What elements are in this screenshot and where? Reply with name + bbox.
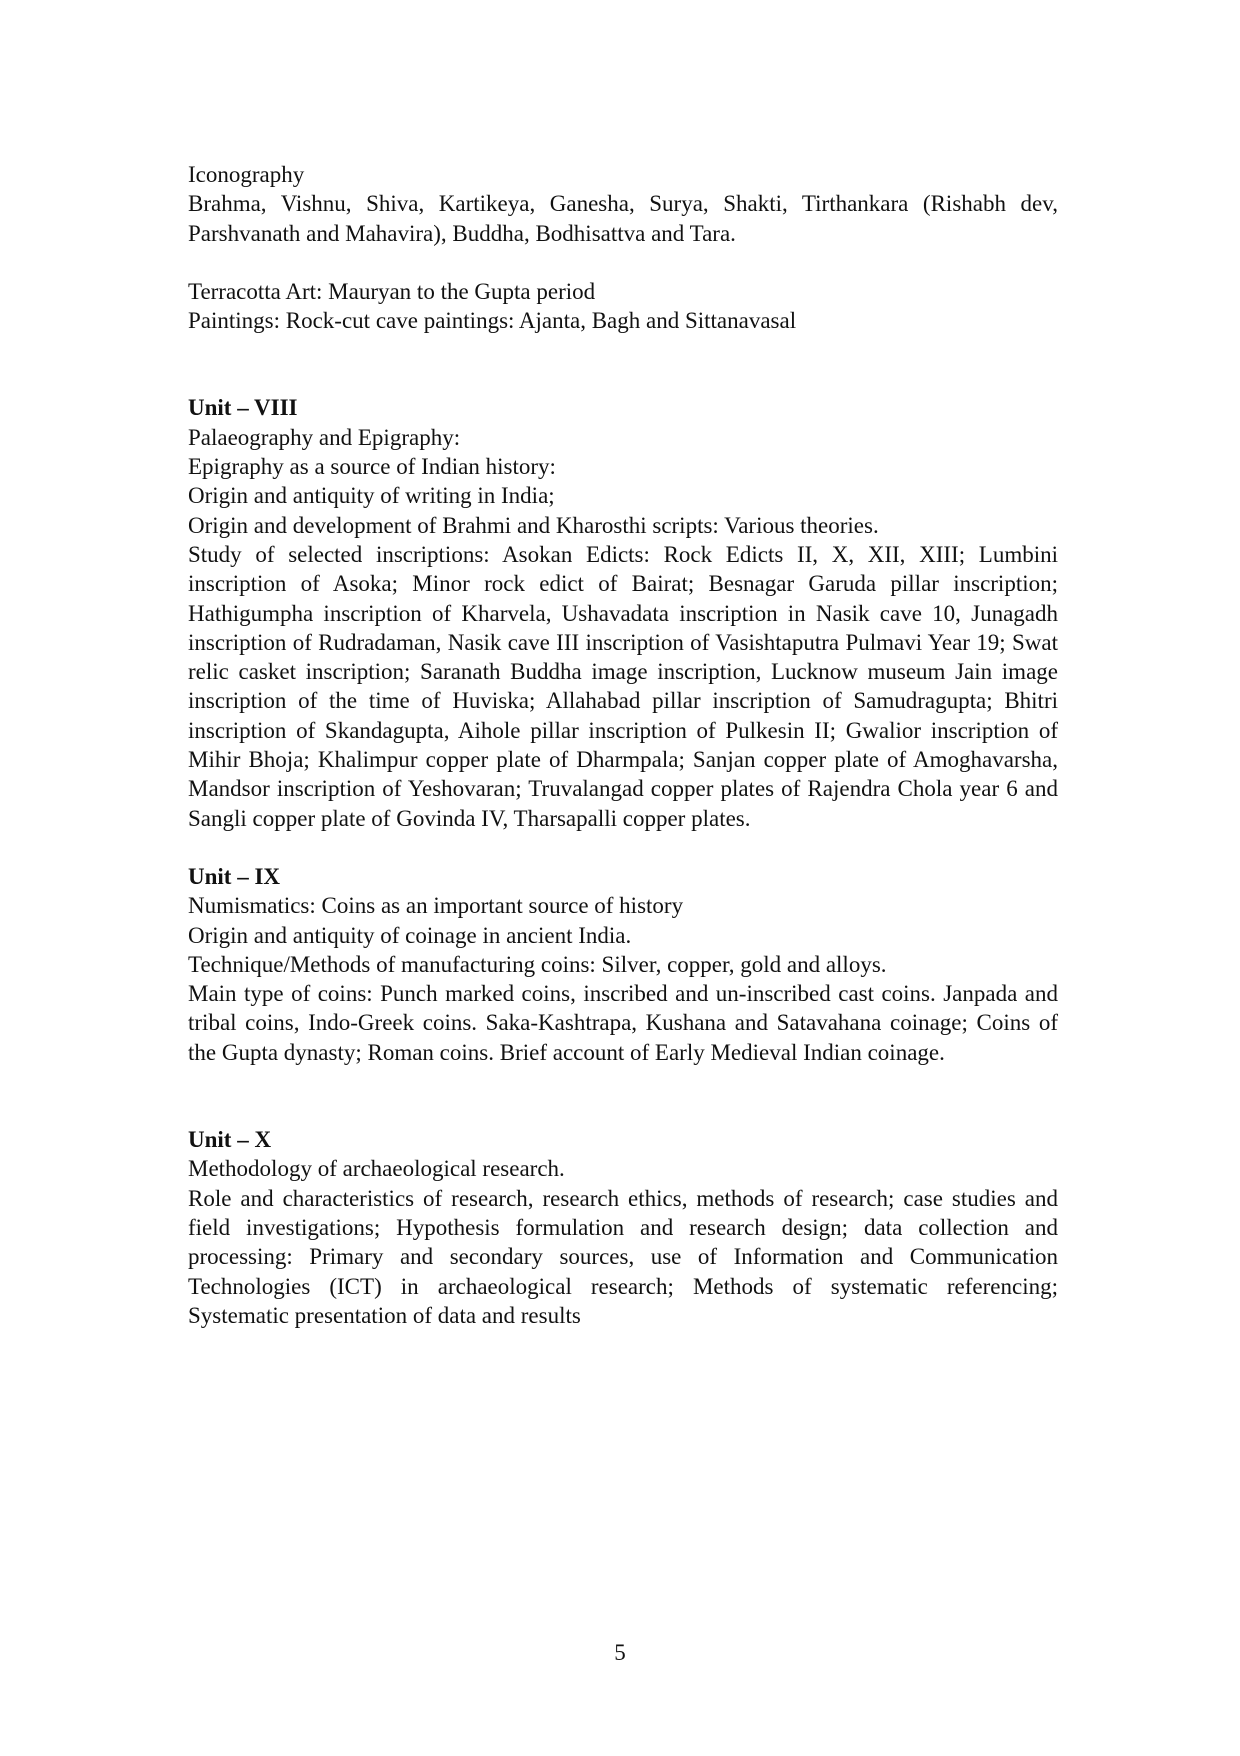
unit-viii-paragraph: Study of selected inscriptions: Asokan Edicts: Rock Edicts II, X, XII, XIII; Lumbini inscription of Asoka; Minor rock edict of Bairat; Besnagar Garuda pillar inscription; Hathigumpha inscription of Kharvela, Ushavadata inscription in Nasik cave 10, Junagadh inscription of Rudradaman, Nasik cave III inscription of Vasishtaputra Pulmavi Year 19; Swat relic casket inscription; Saranath Buddha image inscription, Lucknow museum Jain image inscription of the time of Huviska; Allahabad pillar inscription of Samudragupta; Bhitri inscription of Skandagupta, Aihole pillar inscription of Pulkesin II; Gwalior inscription of Mihir Bhoja; Khalimpur copper plate of Dharmpala; Sanjan copper plate of Amoghavarsha, Mandsor inscription of Yeshovaran; Truvalangad copper plates of Rajendra Chola year 6 and Sangli copper plate of Govinda IV, Tharsapalli copper plates.: [188, 541, 1058, 831]
terracotta-line: Terracotta Art: Mauryan to the Gupta period: [188, 278, 596, 304]
iconography-text: Brahma, Vishnu, Shiva, Kartikeya, Ganesha, Surya, Shakti, Tirthankara (Rishabh dev, Parshvanath and Mahavira), Buddha, Bodhisattva and Tara.: [188, 191, 1058, 246]
unit-ix-line: Numismatics: Coins as an important source of history: [188, 893, 684, 919]
unit-viii-section: [188, 393, 1058, 832]
unit-x-heading: Unit – X: [188, 1127, 272, 1153]
unit-viii-line: Palaeography and Epigraphy:: [188, 424, 461, 450]
unit-ix-line: Technique/Methods of manufacturing coins: Silver, copper, gold and alloys.: [188, 951, 887, 977]
iconography-title: Iconography: [188, 162, 305, 187]
unit-x-section: [188, 1125, 1058, 1330]
unit-viii-line: Epigraphy as a source of Indian history:: [188, 454, 556, 480]
unit-viii-line: Origin and antiquity of writing in India;: [188, 483, 555, 509]
unit-ix-line: Origin and antiquity of coinage in ancient India.: [188, 922, 632, 948]
unit-x-paragraph: Role and characteristics of research, research ethics, methods of research; case studies and field investigations; Hypothesis formulation and research design; data collection and processing: Primary and secondary sources, use of Information and Communication Technologies (ICT) in archaeological research; Methods of systematic referencing; Systematic presentation of data and results: [188, 1185, 1058, 1328]
unit-viii-heading: Unit – VIII: [188, 395, 298, 421]
document-body: [188, 160, 1058, 1330]
unit-viii-line: Origin and development of Brahmi and Kharosthi scripts: Various theories.: [188, 512, 879, 538]
paintings-line: Paintings: Rock-cut cave paintings: Ajanta, Bagh and Sittanavasal: [188, 308, 797, 334]
unit-ix-heading: Unit – IX: [188, 863, 281, 889]
page-number: 5: [614, 1640, 626, 1665]
unit-ix-paragraph: Main type of coins: Punch marked coins, inscribed and un-inscribed cast coins. Janpada and tribal coins, Indo-Greek coins. Saka-Kashtrapa, Kushana and Satavahana coinage; Coins of the Gupta dynasty; Roman coins. Brief account of Early Medieval Indian coinage.: [188, 981, 1058, 1065]
unit-x-line: Methodology of archaeological research.: [188, 1156, 565, 1182]
section-art: [188, 160, 1058, 335]
unit-ix-section: [188, 862, 1058, 1067]
